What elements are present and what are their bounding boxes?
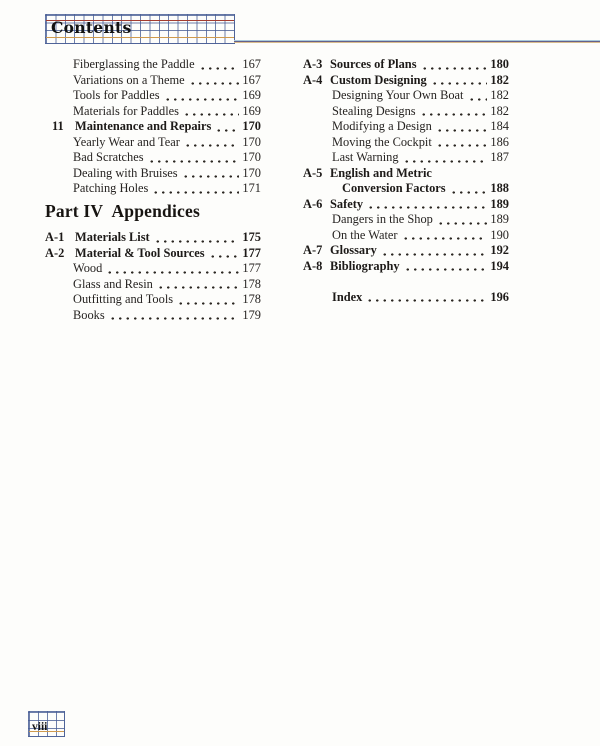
entry-page: 186 bbox=[490, 134, 509, 149]
entry-page: 180 bbox=[490, 57, 509, 71]
dot-leader bbox=[164, 98, 240, 101]
entry-page: 182 bbox=[490, 88, 509, 102]
entry-page: 194 bbox=[490, 258, 509, 273]
entry-page: 182 bbox=[490, 103, 509, 118]
entry-page: 177 bbox=[242, 261, 261, 275]
entry-page: 177 bbox=[242, 245, 261, 260]
entry-title: Sources of Plans bbox=[330, 57, 417, 71]
entry-page: 169 bbox=[242, 88, 261, 102]
toc-entry bbox=[45, 181, 261, 197]
entry-page: 182 bbox=[490, 72, 509, 87]
entry-page: 192 bbox=[490, 243, 509, 257]
entry-title: English and Metric bbox=[330, 165, 432, 180]
entry-number: A-3 bbox=[303, 57, 323, 71]
entry-page: 175 bbox=[242, 230, 261, 244]
header-rule bbox=[234, 40, 600, 43]
toc-entry bbox=[45, 57, 261, 73]
toc-entry bbox=[303, 243, 509, 259]
entry-title: Stealing Designs bbox=[332, 103, 416, 118]
dot-leader bbox=[367, 206, 487, 209]
dot-leader bbox=[421, 67, 488, 70]
entry-title: Bad Scratches bbox=[73, 150, 144, 164]
entry-page: 170 bbox=[242, 119, 261, 133]
dot-leader bbox=[154, 240, 240, 243]
toc-entry-index bbox=[303, 290, 509, 306]
entry-title: Books bbox=[73, 307, 105, 322]
entry-number: A-6 bbox=[303, 196, 323, 211]
entry-title: Designing Your Own Boat bbox=[332, 88, 464, 102]
entry-page: 171 bbox=[242, 181, 261, 195]
entry-title: Last Warning bbox=[332, 150, 399, 164]
dot-leader bbox=[109, 317, 240, 320]
toc-right-column bbox=[303, 57, 509, 305]
dot-leader bbox=[106, 271, 239, 274]
entry-title: Dangers in the Shop bbox=[332, 212, 433, 226]
footer-page-grid-box bbox=[28, 711, 65, 737]
toc-entry bbox=[45, 277, 261, 293]
entry-page: 167 bbox=[242, 57, 261, 71]
entry-number: A-7 bbox=[303, 243, 323, 257]
dot-leader bbox=[184, 144, 240, 147]
toc-entry bbox=[303, 197, 509, 213]
entry-page: 169 bbox=[242, 103, 261, 118]
entry-page: 188 bbox=[490, 181, 509, 195]
footer-page-number: viii bbox=[32, 721, 48, 733]
entry-title: Modifying a Design bbox=[332, 119, 432, 133]
toc-entry bbox=[303, 104, 509, 120]
dot-leader bbox=[157, 286, 240, 289]
entry-title: Index bbox=[332, 289, 363, 304]
entry-page: 170 bbox=[242, 150, 261, 164]
dot-leader bbox=[209, 255, 240, 258]
entry-number: A-2 bbox=[45, 245, 65, 260]
entry-title: Conversion Factors bbox=[342, 181, 446, 195]
contents-header-grid-box bbox=[45, 14, 235, 44]
entry-title: Dealing with Bruises bbox=[73, 165, 178, 180]
entry-title: Materials List bbox=[75, 230, 150, 244]
toc-entry bbox=[45, 135, 261, 151]
dot-leader bbox=[381, 253, 488, 256]
toc-entry bbox=[45, 104, 261, 120]
toc-left-column-top bbox=[45, 57, 261, 197]
entry-page: 196 bbox=[490, 289, 509, 304]
entry-page: 190 bbox=[490, 227, 509, 242]
entry-title: Variations on a Theme bbox=[73, 72, 185, 87]
entry-number: A-8 bbox=[303, 258, 323, 273]
toc-entry bbox=[303, 181, 509, 197]
entry-title: Fiberglassing the Paddle bbox=[73, 57, 195, 71]
toc-entry bbox=[45, 261, 261, 277]
entry-title: On the Water bbox=[332, 227, 398, 242]
entry-title: Material & Tool Sources bbox=[75, 245, 205, 260]
toc-entry bbox=[45, 308, 261, 324]
part-iv-heading: Part IV Appendices bbox=[45, 201, 200, 221]
entry-title: Wood bbox=[73, 261, 103, 275]
toc-entry bbox=[303, 259, 509, 275]
entry-page: 170 bbox=[242, 134, 261, 149]
entry-page: 187 bbox=[490, 150, 509, 164]
entry-title: Bibliography bbox=[330, 258, 400, 273]
toc-entry bbox=[303, 212, 509, 228]
entry-title: Moving the Cockpit bbox=[332, 134, 432, 149]
dot-leader bbox=[404, 268, 488, 271]
dot-leader bbox=[366, 299, 487, 302]
entry-number: 11 bbox=[52, 119, 64, 133]
dot-leader bbox=[403, 160, 488, 163]
dot-leader bbox=[420, 113, 488, 116]
entry-title: Glass and Resin bbox=[73, 276, 153, 291]
dot-leader bbox=[215, 129, 239, 132]
toc-entry bbox=[45, 166, 261, 182]
contents-title: Contents bbox=[51, 18, 132, 37]
entry-number: A-4 bbox=[303, 72, 323, 87]
entry-title: Safety bbox=[330, 196, 364, 211]
toc-entry bbox=[303, 88, 509, 104]
header-tan-accent-line bbox=[46, 37, 234, 38]
entry-page: 178 bbox=[242, 276, 261, 291]
dot-leader bbox=[189, 82, 240, 85]
dot-leader bbox=[182, 175, 240, 178]
dot-leader bbox=[436, 144, 488, 147]
toc-entry bbox=[303, 166, 509, 182]
toc-entry bbox=[45, 119, 261, 135]
entry-title: Custom Designing bbox=[330, 72, 427, 87]
entry-page: 178 bbox=[242, 292, 261, 306]
toc-entry bbox=[303, 73, 509, 89]
entry-title: Materials for Paddles bbox=[73, 103, 179, 118]
entry-title: Glossary bbox=[330, 243, 377, 257]
dot-leader bbox=[402, 237, 488, 240]
toc-entry bbox=[303, 228, 509, 244]
entry-title: Tools for Paddles bbox=[73, 88, 160, 102]
entry-title: Maintenance and Repairs bbox=[75, 119, 212, 133]
toc-entry bbox=[303, 119, 509, 135]
entry-title: Outfitting and Tools bbox=[73, 292, 174, 306]
entry-number: A-5 bbox=[303, 165, 323, 180]
toc-entry bbox=[45, 88, 261, 104]
dot-leader bbox=[450, 191, 488, 194]
toc-entry bbox=[303, 57, 509, 73]
dot-leader bbox=[148, 160, 240, 163]
entry-page: 189 bbox=[490, 212, 509, 226]
toc-entry bbox=[45, 292, 261, 308]
dot-leader bbox=[436, 129, 488, 132]
toc-entry bbox=[45, 73, 261, 89]
toc-entry bbox=[303, 150, 509, 166]
dot-leader bbox=[152, 191, 239, 194]
toc-entry bbox=[45, 246, 261, 262]
entry-page: 179 bbox=[242, 307, 261, 322]
entry-page: 189 bbox=[490, 196, 509, 211]
dot-leader bbox=[177, 302, 239, 305]
toc-entry bbox=[45, 230, 261, 246]
entry-number: A-1 bbox=[45, 230, 65, 244]
entry-title: Patching Holes bbox=[73, 181, 149, 195]
entry-page: 170 bbox=[242, 165, 261, 180]
toc-entry bbox=[45, 150, 261, 166]
entry-page: 167 bbox=[242, 72, 261, 87]
toc-entry bbox=[303, 135, 509, 151]
entry-page: 184 bbox=[490, 119, 509, 133]
dot-leader bbox=[431, 82, 488, 85]
dot-leader bbox=[468, 98, 488, 101]
dot-leader bbox=[437, 222, 488, 225]
entry-title: Yearly Wear and Tear bbox=[73, 134, 180, 149]
dot-leader bbox=[199, 67, 240, 70]
toc-left-column-bottom bbox=[45, 230, 261, 323]
dot-leader bbox=[183, 113, 239, 116]
